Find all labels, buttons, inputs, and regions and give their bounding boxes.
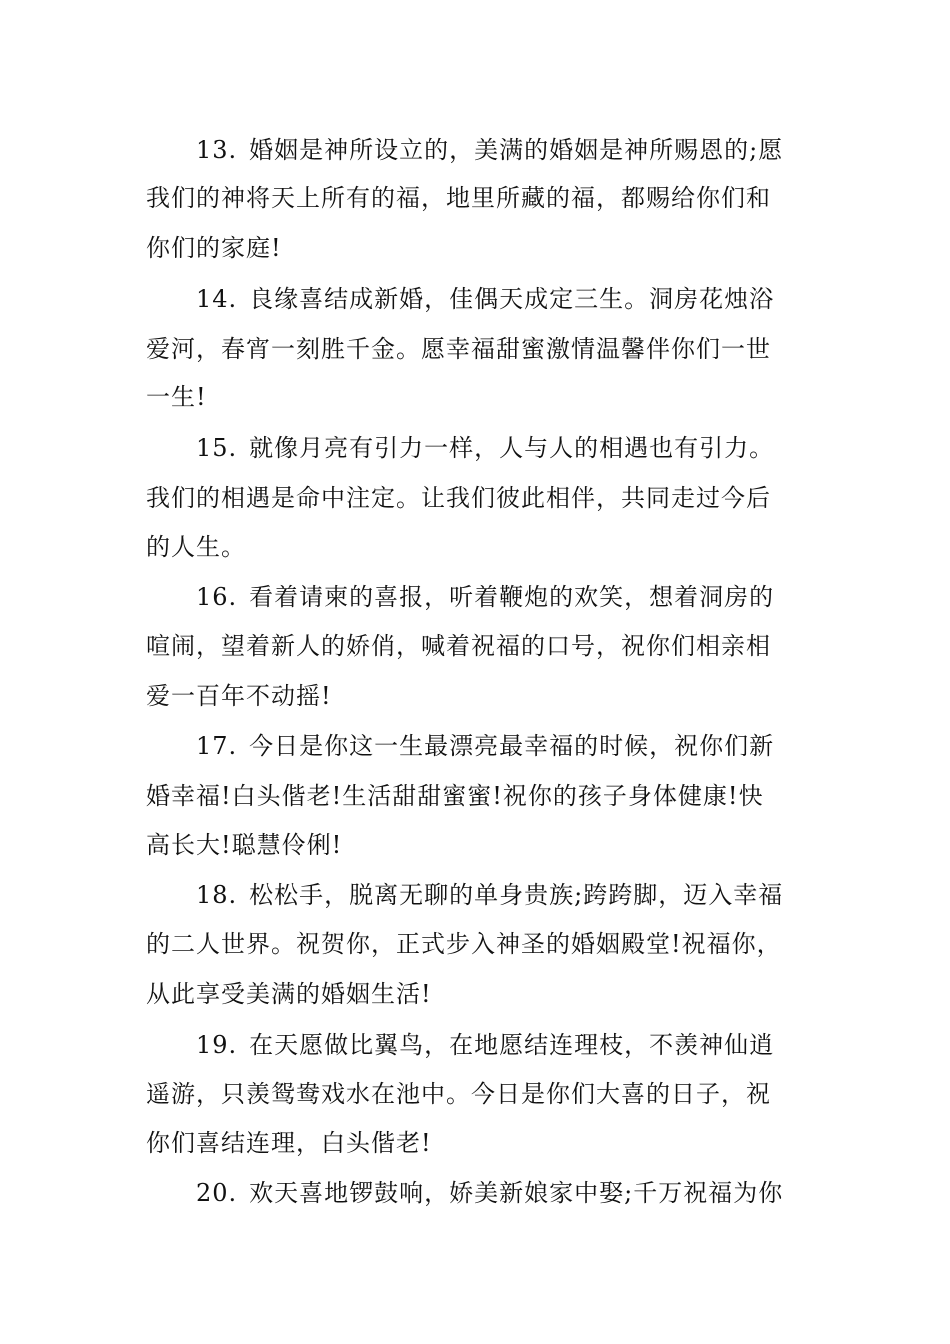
paragraph-17-line-3: 高长大!聪慧伶俐! [146, 831, 343, 859]
paragraph-text: 欢天喜地锣鼓响，娇美新娘家中娶;千万祝福为你 [249, 1179, 784, 1207]
paragraph-number: 19. [196, 1031, 238, 1059]
paragraph-text: 良缘喜结成新婚，佳偶天成定三生。洞房花烛浴 [249, 285, 775, 313]
paragraph-text: 看着请柬的喜报，听着鞭炮的欢笑，想着洞房的 [249, 583, 775, 611]
paragraph-15-line-3: 的人生。 [146, 533, 246, 561]
paragraph-19-line-3: 你们喜结连理，白头偕老! [146, 1129, 432, 1157]
paragraph-18-line-1 [196, 880, 876, 910]
paragraph-text: 今日是你这一生最漂亮最幸福的时候，祝你们新 [249, 732, 775, 760]
paragraph-16-line-1 [196, 582, 876, 612]
paragraph-number: 17. [196, 732, 238, 760]
paragraph-19-line-1 [196, 1030, 876, 1060]
paragraph-16-line-3: 爱一百年不动摇! [146, 682, 332, 710]
paragraph-14-line-1 [196, 284, 876, 314]
paragraph-14-line-2: 爱河，春宵一刻胜千金。愿幸福甜蜜激情温馨伴你们一世 [146, 335, 771, 363]
paragraph-13-line-2: 我们的神将天上所有的福，地里所藏的福，都赐给你们和 [146, 184, 771, 212]
paragraph-19-line-2: 遥游，只羡鸳鸯戏水在池中。今日是你们大喜的日子，祝 [146, 1080, 771, 1108]
paragraph-18-line-2: 的二人世界。祝贺你，正式步入神圣的婚姻殿堂!祝福你， [146, 930, 782, 958]
paragraph-text: 松松手，脱离无聊的单身贵族;跨跨脚，迈入幸福 [249, 881, 784, 909]
paragraph-number: 20. [196, 1179, 238, 1207]
paragraph-number: 13. [196, 136, 238, 164]
paragraph-13-line-3: 你们的家庭! [146, 234, 282, 262]
paragraph-17-line-1 [196, 731, 876, 761]
paragraph-16-line-2: 喧闹，望着新人的娇俏，喊着祝福的口号，祝你们相亲相 [146, 632, 771, 660]
paragraph-number: 14. [196, 285, 238, 313]
paragraph-20-line-1 [196, 1178, 876, 1208]
paragraph-13-line-1 [196, 135, 876, 165]
paragraph-number: 18. [196, 881, 238, 909]
paragraph-15-line-2: 我们的相遇是命中注定。让我们彼此相伴，共同走过今后 [146, 484, 771, 512]
paragraph-text: 在天愿做比翼鸟，在地愿结连理枝，不羡神仙逍 [249, 1031, 775, 1059]
paragraph-text: 婚姻是神所设立的，美满的婚姻是神所赐恩的;愿 [249, 136, 784, 164]
paragraph-text: 就像月亮有引力一样，人与人的相遇也有引力。 [249, 434, 775, 462]
paragraph-number: 16. [196, 583, 238, 611]
paragraph-number: 15. [196, 434, 238, 462]
paragraph-15-line-1 [196, 433, 876, 463]
paragraph-18-line-3: 从此享受美满的婚姻生活! [146, 980, 432, 1008]
paragraph-14-line-3: 一生! [146, 383, 207, 411]
paragraph-17-line-2: 婚幸福!白头偕老!生活甜甜蜜蜜!祝你的孩子身体健康!快 [146, 782, 764, 810]
